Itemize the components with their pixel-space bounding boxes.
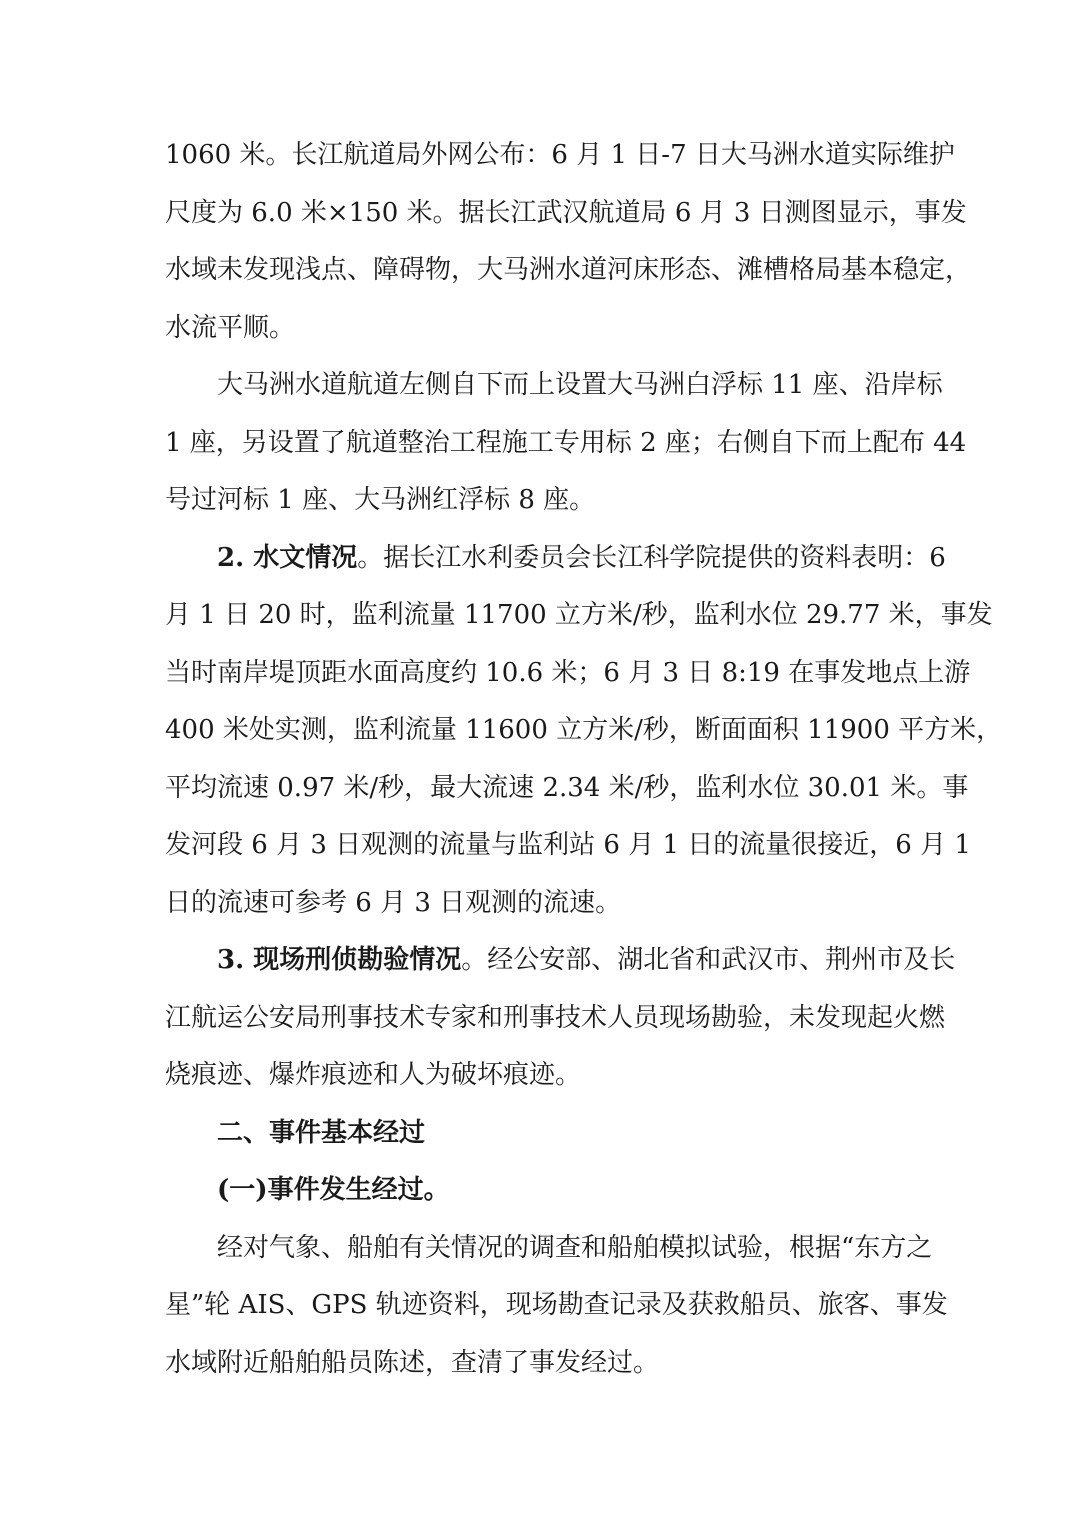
paragraph-4-line-2: 江航运公安局刑事技术专家和刑事技术人员现场勘验，未发现起火燃 bbox=[165, 1002, 946, 1033]
paragraph-3-line-4: 400 米处实测，监利流量 11600 立方米/秒，断面面积 11900 平方米， bbox=[165, 715, 1003, 745]
paragraph-4-line-1 bbox=[165, 932, 956, 990]
paragraph-2-line-1: 大马洲水道航道左侧自下而上设置大马洲白浮标 11 座、沿岸标 bbox=[217, 370, 943, 400]
paragraph-3-line-6: 发河段 6 月 3 日观测的流量与监利站 6 月 1 日的流量很接近，6 月 1 bbox=[165, 830, 971, 860]
paragraph-5-line-3: 水域附近船舶船员陈述，查清了事发经过。 bbox=[165, 1347, 660, 1378]
paragraph-1-line-4: 水流平顺。 bbox=[165, 312, 296, 343]
forensics-intro: 。经公安部、湖北省和武汉市、荆州市及长 bbox=[461, 945, 956, 975]
paragraph-2-line-2: 1 座，另设置了航道整治工程施工专用标 2 座；右侧自下而上配布 44 bbox=[165, 427, 967, 458]
section-heading: 二、事件基本经过 bbox=[217, 1117, 426, 1148]
paragraph-3-line-1 bbox=[165, 530, 946, 588]
paragraph-2-line-3: 号过河标 1 座、大马洲红浮标 8 座。 bbox=[165, 485, 596, 515]
sub-heading: (一)事件发生经过。 bbox=[217, 1175, 450, 1205]
paragraph-3-line-2: 月 1 日 20 时，监利流量 11700 立方米/秒，监利水位 29.77 米，事发 bbox=[165, 600, 993, 630]
paragraph-4-line-3: 烧痕迹、爆炸痕迹和人为破坏痕迹。 bbox=[165, 1060, 582, 1090]
paragraph-3-line-7: 日的流速可参考 6 月 3 日观测的流速。 bbox=[165, 887, 622, 918]
document-body bbox=[165, 127, 1003, 1392]
paragraph-1-line-2: 尺度为 6.0 米×150 米。据长江武汉航道局 6 月 3 日测图显示，事发 bbox=[165, 197, 967, 228]
paragraph-5-line-2: 星”轮 AIS、GPS 轨迹资料，现场勘查记录及获救船员、旅客、事发 bbox=[165, 1290, 948, 1320]
hydrology-intro: 。据长江水利委员会长江科学院提供的资料表明：6 bbox=[357, 542, 946, 573]
paragraph-3-line-5: 平均流速 0.97 米/秒，最大流速 2.34 米/秒，监利水位 30.01 米。事 bbox=[165, 772, 969, 803]
paragraph-1-line-3: 水域未发现浅点、障碍物，大马洲水道河床形态、滩槽格局基本稳定， bbox=[165, 255, 972, 285]
paragraph-1-line-1: 1060 米。长江航道局外网公布：6 月 1 日-7 日大马洲水道实际维护 bbox=[165, 140, 955, 170]
hydrology-heading: 2. 水文情况 bbox=[217, 542, 358, 573]
forensics-heading: 3. 现场刑侦勘验情况 bbox=[217, 945, 462, 975]
paragraph-3-line-3: 当时南岸堤顶距水面高度约 10.6 米；6 月 3 日 8:19 在事发地点上游 bbox=[165, 657, 971, 688]
paragraph-5-line-1: 经对气象、船舶有关情况的调查和船舶模拟试验，根据“东方之 bbox=[217, 1232, 933, 1263]
